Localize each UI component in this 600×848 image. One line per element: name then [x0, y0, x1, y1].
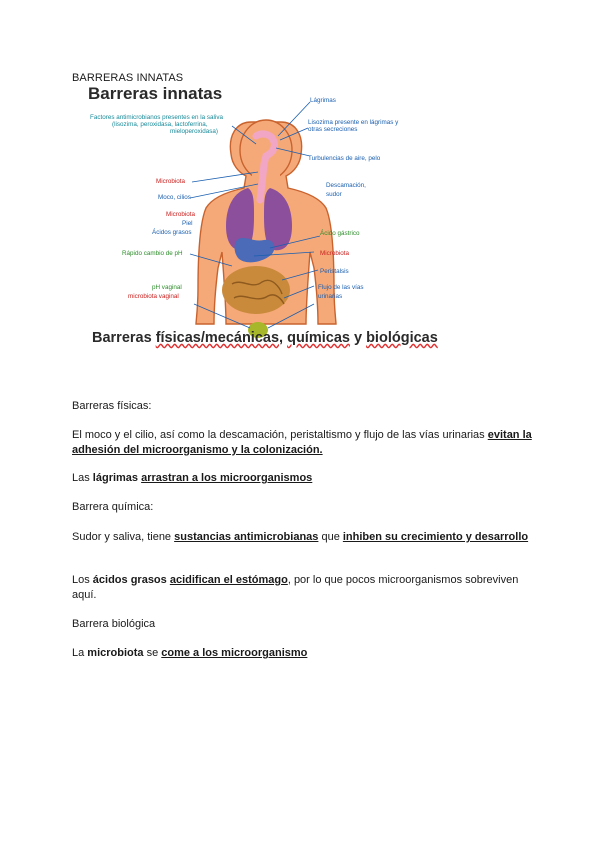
- label-turbulencia: Turbulencias de aire, pelo: [308, 155, 381, 162]
- caption-part: y: [349, 330, 367, 346]
- label-acido-gastrico: Ácido gástrico: [320, 230, 360, 237]
- label-sudor: sudor: [326, 191, 342, 198]
- innate-barriers-figure: [86, 84, 438, 354]
- text-run: Sudor y saliva, tiene: [72, 531, 175, 543]
- paragraph-quimica-2: [72, 573, 532, 603]
- section-title-fisicas: Barreras físicas:: [72, 400, 152, 412]
- emphasis-text: arrastran a los microorganismos: [141, 472, 313, 484]
- bold-text: microbiota: [87, 647, 144, 659]
- section-title-biologica: Barrera biológica: [72, 618, 156, 630]
- figure-caption: [92, 330, 438, 346]
- label-piel: Piel: [182, 220, 193, 227]
- label-rapido-ph: Rápido cambio de pH: [122, 250, 183, 257]
- label-moco-cilios: Moco, cilios: [158, 194, 191, 201]
- label-descamacion: Descamación,: [326, 182, 366, 189]
- label-microbiota-vaginal: microbiota vaginal: [128, 293, 179, 300]
- text-run: Las: [72, 472, 93, 484]
- section-title-quimica: Barrera química:: [72, 501, 154, 513]
- paragraph-fisicas-1: [72, 428, 532, 458]
- text-run: La: [72, 647, 88, 659]
- label-saliva-detail-1: (lisozima, peroxidasa, lactoferrina,: [112, 121, 208, 128]
- label-microbiota-gut: Microbiota: [320, 250, 350, 257]
- paragraph-quimica-1: [72, 530, 532, 545]
- bold-text: lágrimas: [92, 472, 139, 484]
- caption-part: Barreras: [92, 330, 156, 346]
- text-run: se: [143, 647, 162, 659]
- label-acidos-grasos: Ácidos grasos: [152, 229, 192, 236]
- bold-text: ácidos grasos: [92, 574, 167, 586]
- text-run: , por lo que pocos microorganismos sobreviven aquí.: [72, 574, 519, 601]
- text-run: El moco y el cilio, así como la descamación, peristaltismo y flujo de las vías urinarias: [72, 429, 488, 441]
- document-heading: BARRERAS INNATAS: [72, 72, 184, 84]
- figure-title: Barreras innatas: [88, 84, 223, 103]
- label-lisozima-2: otras secreciones: [308, 126, 358, 133]
- label-saliva-detail-2: mieloperoxidasa): [170, 128, 218, 135]
- emphasis-text: come a los microorganismo: [161, 647, 308, 659]
- label-peristalsis: Peristalsis: [320, 268, 349, 275]
- paragraph-biologica-1: [72, 646, 532, 661]
- text-run: Los: [72, 574, 93, 586]
- label-microbiota-skin: Microbiota: [166, 211, 196, 218]
- caption-part-underlined: físicas/mecánicas: [155, 330, 280, 346]
- caption-part: ,: [279, 330, 288, 346]
- label-lisozima: Lisozima presente en lágrimas y: [308, 119, 399, 126]
- emphasis-text: evitan la adhesión del microorganismo y la colonización.: [72, 429, 532, 456]
- caption-part-underlined: químicas: [287, 330, 350, 346]
- label-flujo: Flujo de las vías: [318, 284, 364, 291]
- emphasis-text: sustancias antimicrobianas: [174, 531, 319, 543]
- paragraph-fisicas-2: [72, 471, 532, 486]
- label-microbiota-upper: Microbiota: [156, 178, 186, 185]
- label-saliva: Factores antimicrobianos presentes en la saliva: [90, 114, 224, 121]
- label-lagrimas: Lágrimas: [310, 97, 336, 104]
- emphasis-text: acidifican el estómago: [169, 574, 288, 586]
- label-urinarias: urinarias: [318, 293, 343, 300]
- caption-part-underlined: biológicas: [366, 330, 438, 346]
- label-ph-vaginal: pH vaginal: [152, 284, 182, 291]
- emphasis-text: inhiben su crecimiento y desarrollo: [342, 531, 529, 543]
- text-run: que: [318, 531, 343, 543]
